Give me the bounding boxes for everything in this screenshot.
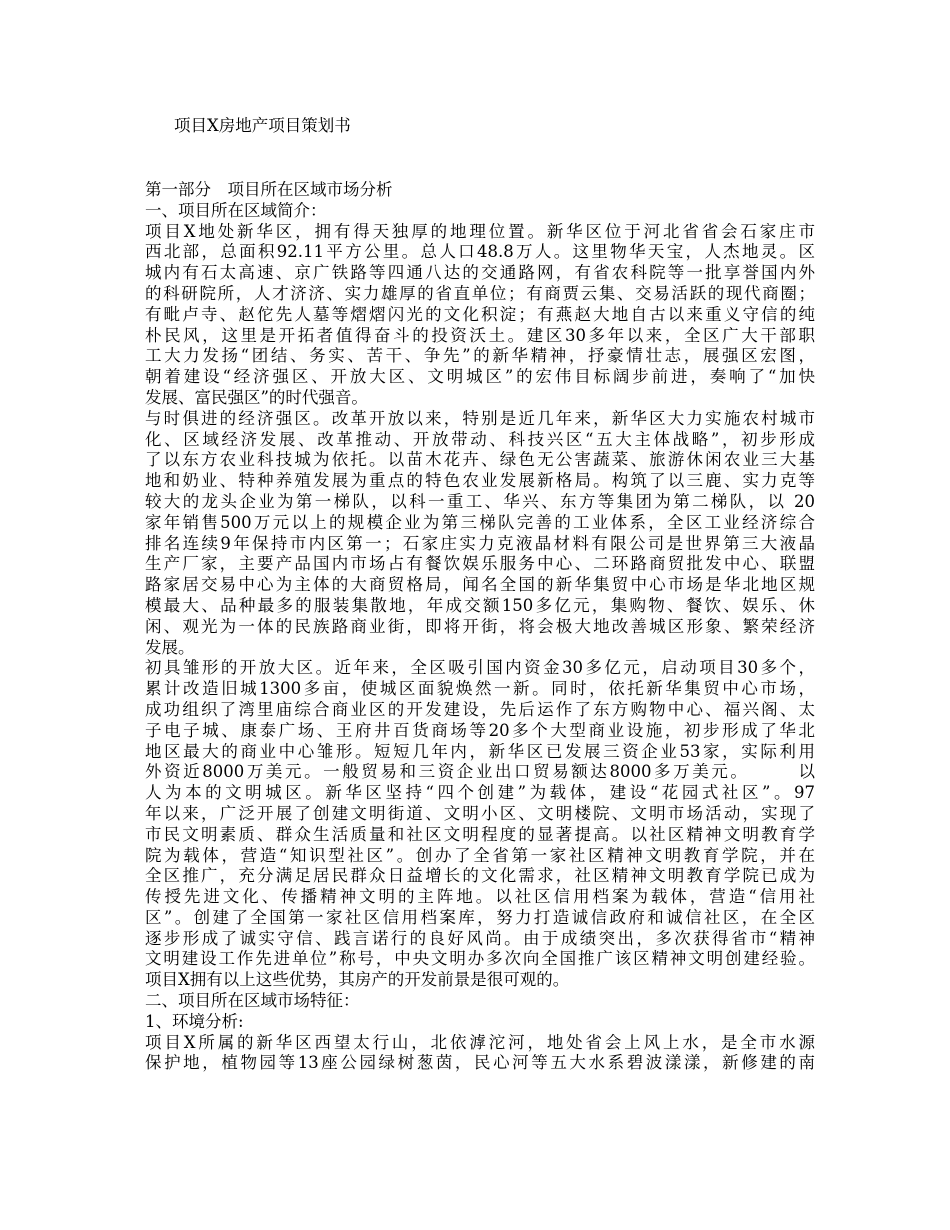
- paragraph-line: 项目X地处新华区，拥有得天独厚的地理位置。新华区位于河北省省会石家庄市: [145, 221, 815, 241]
- document-title: 项目X房地产项目策划书: [174, 116, 351, 135]
- paragraph-line: 西北部，总面积92.11平方公里。总人口48.8万人。这里物华天宝，人杰地灵。区: [145, 242, 815, 262]
- paragraph-line: 一、项目所在区域简介：: [145, 200, 327, 220]
- paragraph-line: 了以东方农业科技城为依托。以苗木花卉、绿色无公害蔬菜、旅游休闲农业三大基: [145, 450, 815, 470]
- paragraph-line: 文明建设工作先进单位”称号，中央文明办多次向全国推广该区精神文明创建经验。: [145, 949, 815, 969]
- paragraph-line: 闲、观光为一体的民族路商业街，即将开街，将会极大地改善城区形象、繁荣经济: [145, 616, 815, 636]
- paragraph-line: 子电子城、康泰广场、王府井百货商场等20多个大型商业设施，初步形成了华北: [145, 720, 815, 740]
- paragraph-line: 发展。: [145, 637, 195, 657]
- paragraph-line: 项目X所属的新华区西望太行山，北依滹沱河，地处省会上风上水，是全市水源: [145, 1032, 815, 1052]
- paragraph-line: 模最大、品种最多的服装集散地，年成交额150多亿元，集购物、餐饮、娱乐、休: [145, 595, 815, 615]
- paragraph-line: 朴民风，这里是开拓者值得奋斗的投资沃土。建区30多年以来，全区广大干部职: [145, 325, 815, 345]
- paragraph-line: 年以来，广泛开展了创建文明街道、文明小区、文明楼院、文明市场活动，实现了: [145, 803, 815, 823]
- paragraph-line: 有毗卢寺、赵佗先人墓等熠熠闪光的文化积淀；有燕赵大地自古以来重义守信的纯: [145, 304, 815, 324]
- paragraph-line: 区”。创建了全国第一家社区信用档案库，努力打造诚信政府和诚信社区，在全区: [145, 907, 815, 927]
- paragraph-line: 家年销售500万元以上的规模企业为第三梯队完善的工业体系，全区工业经济综合: [145, 512, 815, 532]
- paragraph-line: 生产厂家，主要产品国内市场占有餐饮娱乐服务中心、二环路商贸批发中心、联盟: [145, 554, 815, 574]
- paragraph-line: 传授先进文化、传播精神文明的主阵地。以社区信用档案为载体，营造“信用社: [145, 887, 815, 907]
- paragraph-line: 发展、富民强区”的时代强音。: [145, 387, 368, 407]
- paragraph-line: 第一部分 项目所在区域市场分析: [145, 180, 393, 199]
- paragraph-line: 的科研院所，人才济济、实力雄厚的省直单位；有商贾云集、交易活跃的现代商圈；: [145, 283, 815, 303]
- paragraph-line: 路家居交易中心为主体的大商贸格局，闻名全国的新华集贸中心市场是华北地区规: [145, 575, 815, 595]
- document-body: [145, 180, 815, 1074]
- paragraph-line: 化、区域经济发展、改革推动、开放带动、科技兴区“五大主体战略”，初步形成: [145, 429, 815, 449]
- paragraph-line: 累计改造旧城1300多亩，使城区面貌焕然一新。同时，依托新华集贸中心市场，: [145, 679, 815, 699]
- paragraph-line: 保护地，植物园等13座公园绿树葱茵，民心河等五大水系碧波漾漾，新修建的南: [145, 1053, 815, 1073]
- paragraph-line: 逐步形成了诚实守信、践言诺行的良好风尚。由于成绩突出，多次获得省市“精神: [145, 928, 815, 948]
- paragraph-line: 与时俱进的经济强区。改革开放以来，特别是近几年来，新华区大力实施农村城市: [145, 408, 815, 428]
- paragraph-line: 地区最大的商业中心雏形。短短几年内，新华区已发展三资企业53家，实际利用: [145, 741, 815, 761]
- paragraph-line: 工大力发扬“团结、务实、苦干、争先”的新华精神，抒豪情壮志，展强区宏图，: [145, 346, 815, 366]
- paragraph-line: 朝着建设“经济强区、开放大区、文明城区”的宏伟目标阔步前进，奏响了“加快: [145, 367, 815, 387]
- paragraph-line: 初具雏形的开放大区。近年来，全区吸引国内资金30多亿元，启动项目30多个，: [145, 658, 815, 678]
- paragraph-line: 城内有石太高速、京广铁路等四通八达的交通路网，有省农科院等一批享誉国内外: [145, 263, 815, 283]
- paragraph-line: 二、项目所在区域市场特征：: [145, 991, 360, 1011]
- paragraph-line: 较大的龙头企业为第一梯队，以科一重工、华兴、东方等集团为第二梯队，以 20: [145, 491, 815, 511]
- paragraph-line: 地和奶业、特种养殖发展为重点的特色农业发展新格局。构筑了以三鹿、实力克等: [145, 471, 815, 491]
- paragraph-line: 市民文明素质、群众生活质量和社区文明程度的显著提高。以社区精神文明教育学: [145, 824, 815, 844]
- paragraph-line: 项目X拥有以上这些优势，其房产的开发前景是很可观的。: [145, 970, 570, 990]
- paragraph-line: 全区推广，充分满足居民群众日益增长的文化需求，社区精神文明教育学院已成为: [145, 866, 815, 886]
- paragraph-line: 院为载体，营造“知识型社区”。创办了全省第一家社区精神文明教育学院，并在: [145, 845, 815, 865]
- paragraph-line: 排名连续9年保持市内区第一；石家庄实力克液晶材料有限公司是世界第三大液晶: [145, 533, 815, 553]
- paragraph-line: 外资近8000万美元。一般贸易和三资企业出口贸易额达8000多万美元。 以: [145, 762, 815, 782]
- paragraph-line: 成功组织了湾里庙综合商业区的开发建设，先后运作了东方购物中心、福兴阁、太: [145, 699, 815, 719]
- paragraph-line: 1、环境分析:: [145, 1011, 244, 1031]
- paragraph-line: 人为本的文明城区。新华区坚持“四个创建”为载体，建设“花园式社区”。97: [145, 783, 815, 803]
